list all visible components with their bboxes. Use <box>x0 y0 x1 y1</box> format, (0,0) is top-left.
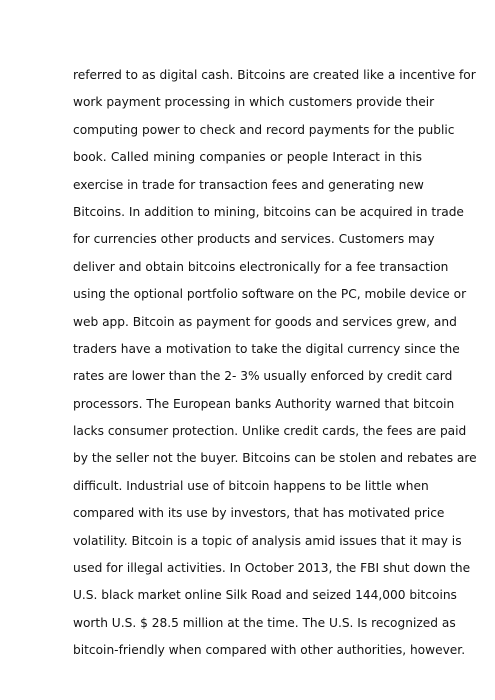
text-line: traders have a motivation to take the digital currency since the <box>73 341 460 356</box>
text-line: deliver and obtain bitcoins electronically for a fee transaction <box>73 259 449 274</box>
body-paragraph <box>73 62 477 665</box>
text-line: bitcoin-friendly when compared with other authorities, however. <box>73 643 466 658</box>
text-line: processors. The European banks Authority warned that bitcoin <box>73 396 455 411</box>
text-line: lacks consumer protection. Unlike credit cards, the fees are paid <box>73 424 467 439</box>
text-line: computing power to check and record payments for the public <box>73 122 455 137</box>
text-line: rates are lower than the 2- 3% usually enforced by credit card <box>73 369 453 384</box>
text-line: compared with its use by investors, that has motivated price <box>73 506 445 521</box>
text-line: volatility. Bitcoin is a topic of analysis amid issues that it may is <box>73 533 462 548</box>
text-line: web app. Bitcoin as payment for goods and services grew, and <box>73 314 457 329</box>
text-line: U.S. black market online Silk Road and seized 144,000 bitcoins <box>73 588 457 603</box>
text-line: used for illegal activities. In October 2013, the FBI shut down the <box>73 561 471 576</box>
text-line: worth U.S. $ 28.5 million at the time. The U.S. Is recognized as <box>73 615 456 630</box>
text-line: Bitcoins. In addition to mining, bitcoins can be acquired in trade <box>73 204 464 219</box>
text-line: exercise in trade for transaction fees and generating new <box>73 177 424 192</box>
text-line: using the optional portfolio software on the PC, mobile device or <box>73 287 467 302</box>
text-line: referred to as digital cash. Bitcoins are created like a incentive for <box>73 68 476 82</box>
text-line: book. Called mining companies or people Interact in this <box>73 150 422 165</box>
text-line: for currencies other products and services. Customers may <box>73 232 435 247</box>
text-line: difficult. Industrial use of bitcoin happens to be little when <box>73 478 429 493</box>
text-line: work payment processing in which customers provide their <box>73 95 435 110</box>
text-line: by the seller not the buyer. Bitcoins can be stolen and rebates are <box>73 451 477 466</box>
